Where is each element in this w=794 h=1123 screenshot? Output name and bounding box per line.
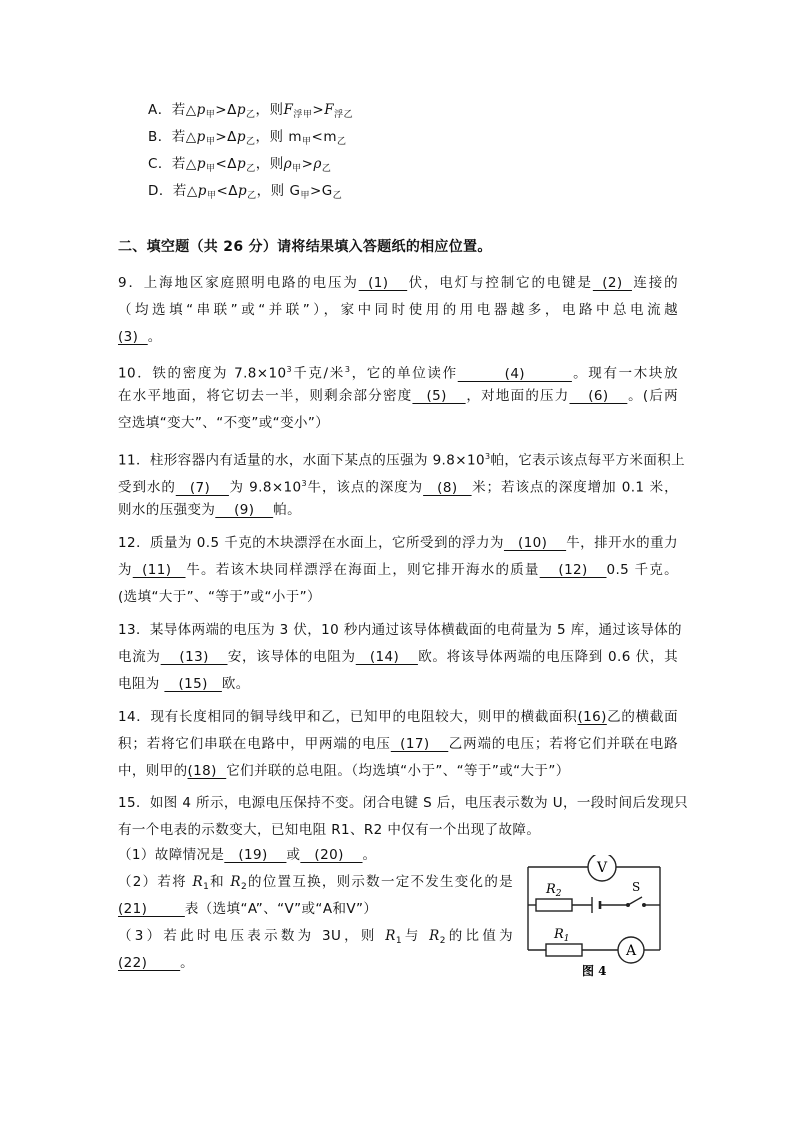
resistor-r1-icon — [546, 944, 582, 956]
q11-text: 受到水的 — [118, 479, 176, 496]
answer-blank-15[interactable]: (15) — [164, 676, 222, 692]
question-10 — [118, 356, 678, 437]
subscript: 浮甲 — [293, 110, 313, 120]
q12-line-1 — [118, 530, 678, 557]
option-b — [148, 127, 347, 147]
subscript: 浮乙 — [334, 110, 354, 120]
r1-label: $R_1$ — [554, 927, 570, 944]
symbol-r: R — [192, 874, 204, 890]
subscript: 2 — [241, 882, 248, 892]
answer-blank-4[interactable]: (4) — [457, 365, 572, 382]
q9-line-3 — [118, 324, 678, 351]
subscript: 甲 — [206, 191, 217, 201]
q12-text: 0.5 千克。 — [606, 562, 679, 578]
option-a-compare: >Δ — [215, 102, 237, 118]
q15-text: （2）若将 — [118, 874, 193, 890]
q12-text: 为 — [118, 562, 133, 578]
superscript: 3 — [286, 365, 292, 374]
q15-part-1 — [118, 842, 513, 869]
symbol-r: R — [429, 928, 440, 944]
subscript: 甲 — [205, 137, 216, 147]
q12-line-2 — [118, 557, 678, 584]
symbol-p: p — [196, 102, 206, 118]
option-d-result: >G — [309, 183, 333, 199]
q11-line-2 — [118, 470, 678, 497]
answer-blank-6[interactable]: (6) — [569, 388, 628, 404]
symbol-p: p — [197, 183, 207, 199]
q15-text: （1）故障情况是 — [118, 847, 225, 863]
q13-text: 欧。将该导体两端的电压降到 0.6 伏，其 — [417, 649, 679, 665]
superscript: 3 — [484, 452, 491, 461]
answer-blank-3[interactable]: (3) — [118, 329, 148, 345]
answer-blank-14[interactable]: (14) — [355, 649, 418, 665]
answer-blank-1[interactable]: (1) — [358, 275, 408, 291]
superscript: 3 — [301, 479, 308, 488]
q11-text: 则水的压强变为 — [118, 502, 216, 518]
q11-text: 米；若该点的深度增加 0.1 米， — [471, 479, 678, 496]
q9-line-1 — [118, 270, 678, 297]
q14-text: 积；若将它们串联在电路中，甲两端的电压 — [118, 736, 391, 752]
symbol-r: R — [230, 874, 241, 890]
q14-line-3 — [118, 758, 678, 785]
subscript: 乙 — [332, 191, 343, 201]
q10-line-2 — [118, 383, 678, 410]
question-15 — [118, 790, 689, 844]
q10-line-3: 空选填“变大”、“不变”或“变小”） — [118, 415, 330, 431]
q12-text: 牛，排开水的重力 — [566, 535, 678, 551]
q15-line-1: 15．如图 4 所示，电源电压保持不变。闭合电键 S 后，电压表示数为 U，一段时间后发现只 — [118, 795, 689, 811]
symbol-f: F — [324, 102, 335, 118]
symbol-rho: ρ — [283, 156, 293, 172]
question-9 — [118, 270, 678, 351]
switch-label: S — [632, 880, 641, 894]
subscript: 乙 — [246, 164, 256, 174]
answer-blank-13[interactable]: (13) — [160, 649, 228, 665]
symbol-f: F — [283, 102, 294, 118]
answer-blank-7[interactable]: (7) — [175, 479, 229, 496]
question-14 — [118, 704, 678, 785]
subscript: 乙 — [336, 137, 347, 147]
question-11 — [118, 443, 686, 524]
resistor-r2-icon — [536, 899, 572, 911]
q13-line-1: 13．某导体两端的电压为 3 伏，10 秒内通过该导体横截面的电荷量为 5 库，通过该导体的 — [118, 622, 682, 638]
option-b-result: <m — [311, 129, 337, 145]
q9-text: 伏，电灯与控制它的电键是 — [407, 275, 593, 291]
q9-text: 连接的 — [631, 275, 678, 291]
subscript: 乙 — [246, 110, 256, 120]
subscript: 甲 — [292, 164, 302, 174]
q15-text: （3）若此时电压表示数为 3U，则 — [118, 928, 386, 944]
q12-text: 12．质量为 0.5 千克的木块漂浮在水面上，它所受到的浮力为 — [118, 535, 504, 551]
q11-text: 牛，该点的深度为 — [307, 479, 424, 496]
q10-text: 千克/米 — [291, 365, 345, 382]
q15-text: 或 — [286, 847, 301, 863]
subscript: 甲 — [302, 137, 312, 147]
option-d-prefix: D．若△ — [148, 183, 198, 199]
answer-blank-18[interactable]: (18) — [187, 763, 227, 779]
option-d — [148, 181, 342, 201]
subscript: 甲 — [300, 191, 310, 201]
ammeter-label: A — [625, 943, 637, 959]
question-12 — [118, 530, 678, 611]
symbol-p: p — [196, 156, 206, 172]
q11-text: 帕。 — [273, 502, 301, 518]
q15-text: 的比值为 — [445, 928, 513, 944]
circuit-diagram — [520, 855, 670, 979]
q11-line-1 — [118, 443, 686, 470]
q10-text: ，对地面的压力 — [465, 388, 570, 404]
q15-text: 表（选填“A”、“V”或“A和V”） — [184, 901, 378, 917]
answer-blank-11[interactable]: (11) — [132, 562, 186, 578]
q15-line-2: 有一个电表的示数变大，已知电阻 R1、R2 中仅有一个出现了故障。 — [118, 822, 541, 838]
option-a-result: > — [312, 102, 325, 118]
option-c-compare: <Δ — [215, 156, 238, 172]
answer-blank-17[interactable]: (17) — [390, 736, 449, 752]
option-a-then: ，则 — [255, 102, 284, 118]
q15-part-2b — [118, 896, 513, 923]
q13-text: 电阻为 — [118, 676, 165, 692]
q13-text: 电流为 — [118, 649, 161, 665]
q9-text: 9．上海地区家庭照明电路的电压为 — [118, 275, 359, 291]
figure-caption: 图 4 — [582, 964, 607, 978]
q13-text: 欧。 — [221, 676, 250, 692]
q14-text: 14．现有长度相同的铜导线甲和乙，已知甲的电阻较大，则甲的横截面积 — [118, 709, 578, 725]
q15-text: 的位置互换，则示数一定不发生变化的是 — [247, 874, 513, 890]
q9-line-2: （均选填“串联”或“并联”），家中同时使用的用电器越多，电路中总电流越 — [118, 302, 678, 318]
q9-text: 。 — [147, 329, 162, 345]
q10-text: 10．铁的密度为 7.8×10 — [118, 365, 287, 382]
question-15-parts — [118, 842, 513, 977]
section-title: 二、填空题（共 26 分）请将结果填入答题纸的相应位置。 — [118, 239, 492, 255]
symbol-p: p — [237, 156, 247, 172]
answer-blank-2[interactable]: (2) — [592, 275, 632, 291]
q14-text: 它们并联的总电阻。（均选填“小于”、“等于”或“大于”） — [226, 763, 570, 779]
subscript: 1 — [203, 882, 210, 892]
option-b-compare: >Δ — [215, 129, 237, 145]
q11-text: 为 9.8×10 — [228, 479, 302, 496]
symbol-p: p — [238, 183, 248, 199]
q11-text: 11．柱形容器内有适量的水，水面下某点的压强为 9.8×10 — [118, 452, 485, 469]
q14-line-2 — [118, 731, 678, 758]
answer-blank-5[interactable]: (5) — [412, 388, 466, 404]
q15-text: 。 — [180, 955, 195, 971]
answer-blank-20[interactable]: (20) — [300, 847, 363, 863]
answer-blank-8[interactable]: (8) — [423, 479, 472, 496]
superscript: 3 — [344, 365, 351, 374]
q13-line-3 — [118, 671, 678, 698]
subscript: 甲 — [205, 110, 216, 120]
option-c-result: > — [301, 156, 314, 172]
symbol-r: R — [385, 928, 396, 944]
q15-part-3b — [118, 950, 513, 977]
option-a-prefix: A．若△ — [148, 102, 197, 118]
q11-line-3 — [118, 497, 678, 524]
q10-text: 。现有一木块放 — [571, 365, 678, 382]
circuit-figure — [520, 855, 670, 983]
symbol-rho: ρ — [313, 156, 322, 172]
q15-text: 和 — [209, 874, 231, 890]
option-c-then: ，则 — [255, 156, 284, 172]
q15-text: 与 — [401, 928, 430, 944]
q10-text: ，它的单位读作 — [350, 365, 458, 382]
answer-blank-10[interactable]: (10) — [503, 535, 567, 551]
answer-blank-22[interactable]: (22) — [118, 955, 181, 971]
q14-text: 乙两端的电压；若将它们并联在电路 — [448, 736, 678, 752]
option-d-compare: <Δ — [216, 183, 238, 199]
q13-line-2 — [118, 644, 678, 671]
subscript: 甲 — [205, 164, 216, 174]
answer-blank-21[interactable]: (21) — [118, 901, 185, 917]
q10-text: 在水平地面，将它切去一半，则剩余部分密度 — [118, 388, 413, 404]
voltmeter-label: V — [596, 860, 608, 876]
subscript: 乙 — [246, 137, 256, 147]
answer-blank-12[interactable]: (12) — [539, 562, 607, 578]
answer-blank-16[interactable]: (16) — [577, 709, 607, 725]
q12-text: 牛。若该木块同样漂浮在海面上，则它排开海水的质量 — [185, 562, 540, 578]
answer-blank-9[interactable]: (9) — [215, 502, 274, 518]
option-a — [148, 100, 353, 120]
switch-icon — [628, 897, 642, 905]
q14-text: 乙的横截面 — [606, 709, 678, 725]
q15-part-3 — [118, 923, 513, 950]
q14-text: 中，则甲的 — [118, 763, 188, 779]
answer-blank-19[interactable]: (19) — [224, 847, 287, 863]
subscript: 乙 — [321, 164, 332, 174]
q10-text: 。(后两 — [627, 388, 678, 404]
symbol-p: p — [196, 129, 206, 145]
option-c-prefix: C．若△ — [148, 156, 197, 172]
symbol-p: p — [236, 129, 247, 145]
option-b-then: ，则 m — [255, 129, 302, 145]
option-b-prefix: B．若△ — [148, 129, 197, 145]
option-d-then: ，则 G — [256, 183, 301, 199]
subscript: 2 — [439, 936, 446, 946]
option-c — [148, 154, 331, 174]
question-13 — [118, 617, 682, 698]
q15-text: 。 — [362, 847, 377, 863]
q10-line-1 — [118, 356, 678, 383]
subscript: 乙 — [247, 191, 257, 201]
q13-text: 安，该导体的电阻为 — [227, 649, 356, 665]
subscript: 1 — [395, 936, 402, 946]
q11-text: 帕，它表示该点每平方米面积上 — [490, 452, 686, 469]
symbol-p: p — [236, 102, 246, 118]
r2-label: $R_2$ — [546, 882, 562, 899]
q15-part-2 — [118, 869, 513, 896]
q12-line-3: (选填“大于”、“等于”或“小于”） — [118, 589, 321, 605]
switch-contact — [642, 903, 646, 907]
q14-line-1 — [118, 704, 678, 731]
